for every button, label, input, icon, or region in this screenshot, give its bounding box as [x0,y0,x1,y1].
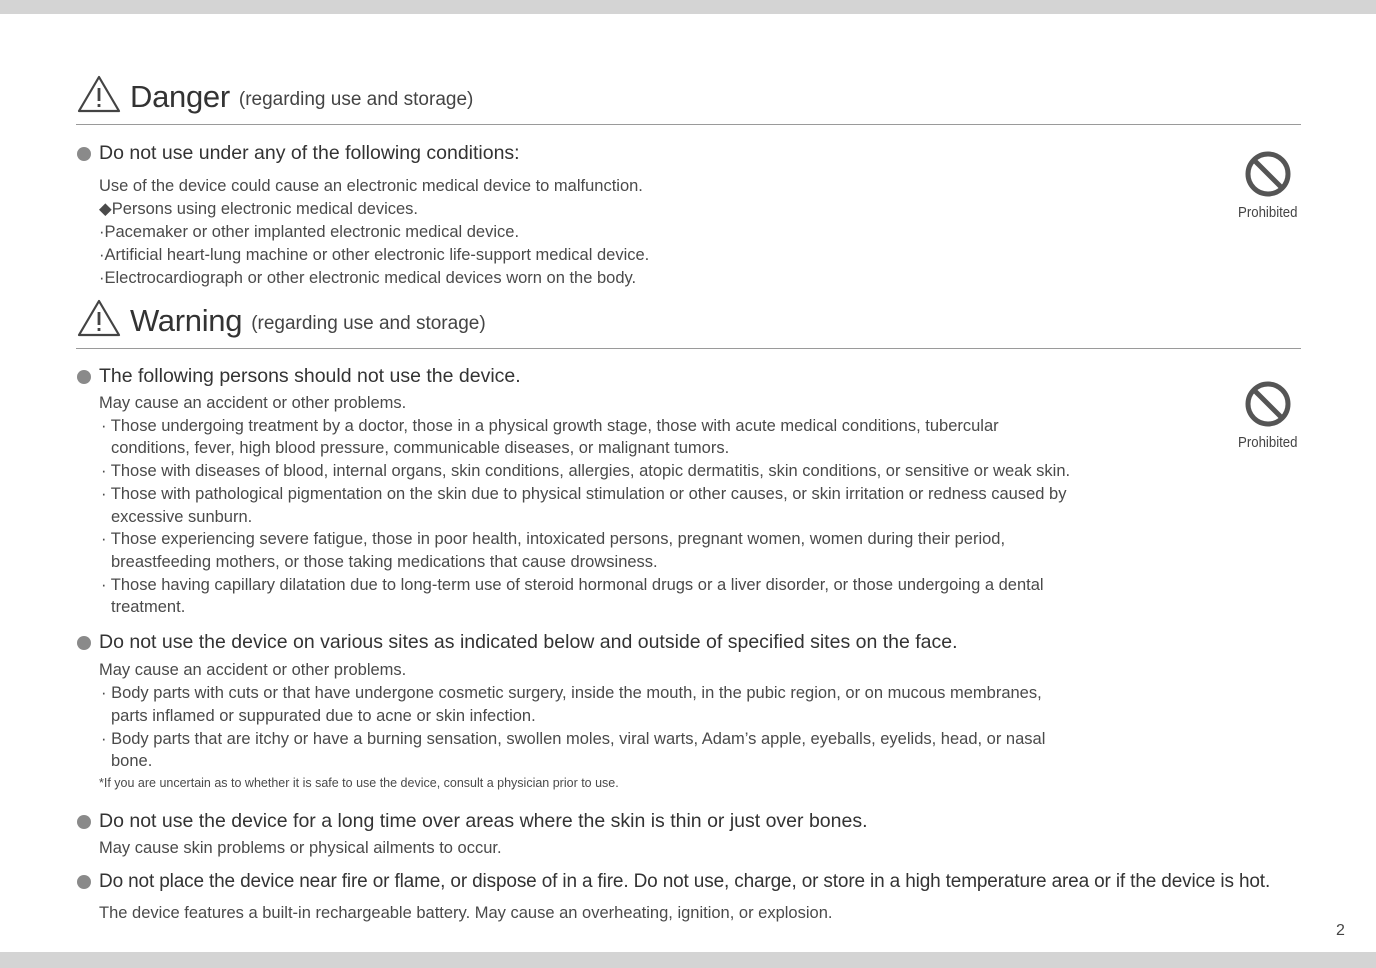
page-number: 2 [1336,922,1345,939]
warning-title: Warning [130,303,243,338]
warning-item-line: · Those experiencing severe fatigue, those in poor health, intoxicated persons, pregnant women, women during their period, [101,530,1006,548]
warning-item-line: The device features a built-in rechargeable battery. May cause an overheating, ignition, or explosion. [99,904,833,922]
warning-item-line: treatment. [111,598,186,616]
danger-subtitle: (regarding use and storage) [238,89,474,110]
danger-divider [76,124,1301,125]
warning-item-line: bone. [111,752,153,770]
warning-subtitle: (regarding use and storage) [251,313,486,334]
warning-prohibited-badge [1228,380,1308,452]
bullet-dot [77,370,91,384]
bullet-dot [77,147,91,161]
danger-line: Use of the device could cause an electronic medical device to malfunction. [99,177,643,195]
warning-item-line: · Those undergoing treatment by a doctor, those in a physical growth stage, those with acute medical conditions, tubercular [101,417,999,435]
warning-item-line: · Those with diseases of blood, internal organs, skin conditions, allergies, atopic dermatitis, skin conditions, or sensitive or weak skin. [101,462,1071,480]
warning-item-line: excessive sunburn. [111,508,253,526]
warning-item-line: parts inflamed or suppurated due to acne or skin infection. [111,707,536,725]
bottom-band [0,952,1376,968]
warning-item-line: · Body parts with cuts or that have undergone cosmetic surgery, inside the mouth, in the pubic region, or on mucous membranes, [101,684,1042,702]
bullet-dot [77,815,91,829]
warning-item-line: May cause an accident or other problems. [99,661,407,679]
warning-triangle-icon [76,74,122,114]
warning-item-heading [77,810,868,833]
warning-item-heading-text: Do not use the device on various sites as indicated below and outside of specified sites on the face. [99,631,958,653]
warning-item-heading-text: Do not use the device for a long time over areas where the skin is thin or just over bones. [99,810,868,832]
warning-item-heading-text: The following persons should not use the device. [99,365,521,387]
warning-item-line: · Those with pathological pigmentation on the skin due to physical stimulation or other causes, or skin irritation or redness caused by [101,485,1067,503]
warning-divider [76,348,1301,349]
warning-item-line: · Body parts that are itchy or have a burning sensation, swollen moles, viral warts, Adam’s apple, eyeballs, eyelids, head, or nasal [101,730,1046,748]
danger-header [76,74,473,114]
warning-note: *If you are uncertain as to whether it is safe to use the device, consult a physician prior to use. [99,776,619,790]
warning-item-heading [77,631,958,654]
danger-prohibited-badge [1228,150,1308,222]
danger-title: Danger [130,79,230,114]
warning-item-heading [77,871,1270,893]
warning-item-line: May cause skin problems or physical ailments to occur. [99,839,502,857]
warning-item-line: May cause an accident or other problems. [99,394,407,412]
warning-item-heading [77,365,521,388]
bullet-dot [77,875,91,889]
warning-item-line: · Those having capillary dilatation due to long-term use of steroid hormonal drugs or a liver disorder, or those undergoing a dental [101,576,1044,594]
warning-item-line: breastfeeding mothers, or those taking medications that cause drowsiness. [111,553,658,571]
prohibited-icon [1244,380,1292,428]
top-band [0,0,1376,14]
danger-heading [77,142,520,165]
bullet-dot [77,636,91,650]
danger-line: ·Artificial heart-lung machine or other electronic life-support medical device. [99,246,650,264]
danger-line: ·Electrocardiograph or other electronic medical devices worn on the body. [99,269,637,287]
warning-item-line: conditions, fever, high blood pressure, communicable diseases, or malignant tumors. [111,439,730,457]
prohibited-label: Prohibited [1238,204,1298,221]
prohibited-label: Prohibited [1238,434,1298,451]
danger-line: ◆Persons using electronic medical devices. [99,200,419,218]
warning-header [76,298,486,338]
danger-line: ·Pacemaker or other implanted electronic medical device. [99,223,520,241]
prohibited-icon [1244,150,1292,198]
warning-item-heading-text: Do not place the device near fire or flame, or dispose of in a fire. Do not use, charge, or store in a high temperature area or if the device is hot. [99,871,1271,892]
warning-triangle-icon [76,298,122,338]
danger-heading-text: Do not use under any of the following conditions: [99,142,520,164]
